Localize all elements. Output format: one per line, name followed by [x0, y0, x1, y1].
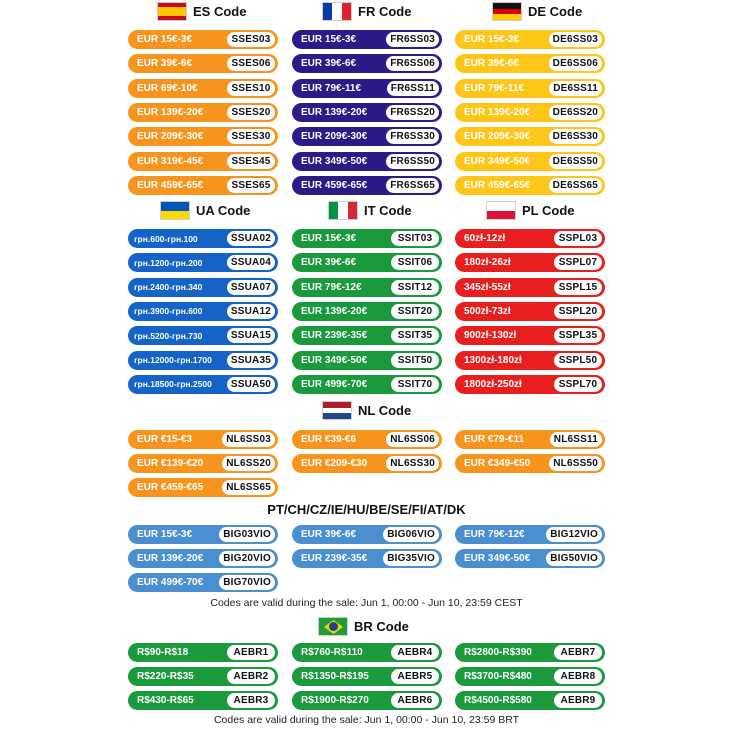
- it-coupon-pill[interactable]: [292, 326, 442, 345]
- it-header: [328, 201, 412, 220]
- coupon-discount-label: EUR €209-€30: [301, 458, 368, 469]
- coupon-discount-label: EUR 239€-35€: [301, 553, 368, 564]
- coupon-code[interactable]: SSES03: [227, 32, 275, 47]
- coupon-code[interactable]: BIG12VIO: [546, 527, 602, 542]
- germany-flag-icon: [492, 2, 522, 21]
- coupon-code[interactable]: SSPL20: [554, 304, 602, 319]
- coupon-discount-label: R$760-R$110: [301, 647, 363, 658]
- coupon-discount-label: EUR €139-€20: [137, 458, 204, 469]
- coupon-code[interactable]: SSIT50: [391, 353, 439, 368]
- coupon-discount-label: 60zł-12zł: [464, 233, 506, 244]
- coupon-discount-label: 500zł-73zł: [464, 305, 511, 317]
- coupon-discount-label: 345zł-55zł: [464, 281, 511, 293]
- nl-coupon-pill[interactable]: [128, 478, 278, 497]
- coupon-discount-label: EUR 139€-20€: [301, 305, 368, 317]
- ua-coupon-pill[interactable]: [128, 302, 278, 321]
- coupon-code[interactable]: AEBR4: [391, 645, 439, 660]
- fr-coupon-pill[interactable]: [292, 54, 442, 73]
- coupon-discount-label: EUR 349€-50€: [301, 155, 368, 167]
- coupon-code[interactable]: SSPL50: [554, 353, 602, 368]
- france-flag-icon: [322, 2, 352, 21]
- coupon-discount-label: EUR €15-€3: [137, 434, 193, 445]
- es-coupon-pill[interactable]: [128, 152, 278, 171]
- nl-coupon-pill[interactable]: [292, 430, 442, 449]
- coupon-discount-label: EUR 15€-3€: [137, 34, 193, 45]
- it-coupon-pill[interactable]: [292, 375, 442, 394]
- coupon-discount-label: грн.3900-грн.600: [134, 306, 203, 317]
- de-coupon-pill[interactable]: [455, 127, 605, 146]
- coupon-discount-label: EUR €79-€11: [464, 434, 525, 445]
- spain-flag-icon: [157, 2, 187, 21]
- coupon-code[interactable]: AEBR3: [227, 693, 275, 708]
- coupon-discount-label: EUR 499€-70€: [301, 378, 368, 390]
- ua-coupon-pill[interactable]: [128, 375, 278, 394]
- coupon-discount-label: EUR 139€-20€: [301, 106, 368, 118]
- fr-coupon-pill[interactable]: [292, 152, 442, 171]
- br-coupon-pill[interactable]: [128, 667, 278, 686]
- coupon-discount-label: грн.5200-грн.730: [134, 330, 203, 341]
- nl-coupon-pill[interactable]: [128, 454, 278, 473]
- coupon-code[interactable]: FR6SS06: [386, 56, 439, 71]
- coupon-discount-label: EUR €39-€6: [301, 434, 357, 445]
- coupon-discount-label: грн.1200-грн.200: [134, 257, 203, 268]
- coupon-discount-label: грн.18500-грн.2500: [134, 379, 212, 390]
- coupon-code[interactable]: AEBR1: [227, 645, 275, 660]
- multi-validity-note: Codes are valid during the sale: Jun 1, 00:00 - Jun 10, 23:59 CEST: [210, 597, 523, 609]
- es-coupon-pill[interactable]: [128, 30, 278, 49]
- coupon-discount-label: EUR 39€-6€: [301, 529, 357, 540]
- nl-coupon-pill[interactable]: [128, 430, 278, 449]
- coupon-code[interactable]: SSES06: [227, 56, 275, 71]
- multi-coupon-pill[interactable]: [128, 549, 278, 568]
- pl-title: PL Code: [522, 203, 575, 218]
- coupon-discount-label: EUR 349€-50€: [301, 354, 368, 366]
- coupon-code[interactable]: BIG50VIO: [546, 551, 602, 566]
- coupon-code[interactable]: AEBR2: [227, 669, 275, 684]
- coupon-code[interactable]: DE6SS11: [549, 81, 602, 96]
- coupon-discount-label: R$2800-R$390: [464, 647, 532, 658]
- coupon-code[interactable]: SSIT03: [391, 231, 439, 246]
- ua-header: [160, 201, 250, 220]
- coupon-discount-label: EUR 39€-6€: [301, 257, 357, 269]
- coupon-discount-label: R$1350-R$195: [301, 671, 369, 682]
- coupon-code[interactable]: BIG35VIO: [383, 551, 439, 566]
- ua-coupon-pill[interactable]: [128, 253, 278, 272]
- coupon-discount-label: EUR 39€-6€: [301, 58, 357, 70]
- coupon-discount-label: EUR 39€-6€: [137, 58, 193, 70]
- coupon-discount-label: грн.12000-грн.1700: [134, 355, 212, 365]
- coupon-discount-label: EUR 15€-3€: [137, 529, 193, 540]
- coupon-code[interactable]: BIG20VIO: [219, 551, 275, 566]
- coupon-code[interactable]: SSPL70: [554, 377, 602, 392]
- coupon-discount-label: грн.600-грн.100: [134, 233, 198, 244]
- coupon-discount-label: EUR €459-€65: [137, 482, 204, 493]
- coupon-code[interactable]: BIG70VIO: [219, 575, 275, 590]
- coupon-code[interactable]: SSPL03: [554, 231, 602, 246]
- de-coupon-pill[interactable]: [455, 103, 605, 122]
- br-coupon-pill[interactable]: [292, 667, 442, 686]
- es-coupon-pill[interactable]: [128, 54, 278, 73]
- pl-coupon-pill[interactable]: [455, 375, 605, 394]
- br-coupon-pill[interactable]: [455, 643, 605, 662]
- br-coupon-pill[interactable]: [128, 643, 278, 662]
- coupon-code[interactable]: DE6SS20: [549, 105, 602, 120]
- coupon-code[interactable]: BIG06VIO: [383, 527, 439, 542]
- pl-coupon-pill[interactable]: [455, 253, 605, 272]
- coupon-code[interactable]: SSIT35: [391, 328, 439, 343]
- it-coupon-pill[interactable]: [292, 278, 442, 297]
- coupon-discount-label: EUR 15€-3€: [301, 233, 357, 244]
- coupon-code[interactable]: SSUA12: [227, 304, 275, 319]
- coupon-code[interactable]: SSES65: [227, 178, 275, 193]
- coupon-discount-label: 1300zł-180zł: [464, 354, 522, 366]
- coupon-code[interactable]: SSUA04: [227, 255, 275, 270]
- it-coupon-pill[interactable]: [292, 351, 442, 370]
- coupon-discount-label: EUR 459€-65€: [464, 179, 531, 191]
- nl-coupon-pill[interactable]: [455, 430, 605, 449]
- coupon-discount-label: грн.2400-грн.340: [134, 282, 203, 293]
- coupon-code[interactable]: SSIT70: [391, 377, 439, 392]
- coupon-discount-label: 180zł-26zł: [464, 257, 511, 269]
- br-coupon-pill[interactable]: [128, 691, 278, 710]
- coupon-discount-label: EUR 319€-45€: [137, 155, 204, 167]
- coupon-code[interactable]: SSUA02: [227, 231, 275, 246]
- coupon-code[interactable]: FR6SS65: [386, 178, 439, 193]
- de-coupon-pill[interactable]: [455, 152, 605, 171]
- fr-coupon-pill[interactable]: [292, 103, 442, 122]
- pl-coupon-pill[interactable]: [455, 229, 605, 248]
- multi-country-title: PT/CH/CZ/IE/HU/BE/SE/FI/AT/DK: [267, 502, 466, 517]
- coupon-code[interactable]: DE6SS03: [549, 32, 602, 47]
- multi-coupon-pill[interactable]: [128, 525, 278, 544]
- fr-header: [322, 2, 411, 21]
- coupon-discount-label: EUR 349€-50€: [464, 553, 531, 564]
- multi-coupon-pill[interactable]: [292, 549, 442, 568]
- coupon-discount-label: EUR 139€-20€: [137, 553, 204, 564]
- br-coupon-pill[interactable]: [292, 691, 442, 710]
- es-coupon-pill[interactable]: [128, 79, 278, 98]
- it-coupon-pill[interactable]: [292, 302, 442, 321]
- fr-coupon-pill[interactable]: [292, 176, 442, 195]
- multi-coupon-pill[interactable]: [128, 573, 278, 592]
- it-title: IT Code: [364, 203, 412, 218]
- coupon-code[interactable]: DE6SS06: [549, 56, 602, 71]
- coupon-code[interactable]: SSES30: [227, 129, 275, 144]
- coupon-code[interactable]: SSUA35: [227, 353, 275, 368]
- pl-coupon-pill[interactable]: [455, 351, 605, 370]
- coupon-discount-label: EUR 209€-30€: [301, 131, 368, 143]
- nl-title: NL Code: [358, 403, 412, 418]
- br-header: [318, 617, 409, 636]
- poland-flag-icon: [486, 201, 516, 220]
- ua-coupon-pill[interactable]: [128, 351, 278, 370]
- coupon-code[interactable]: FR6SS20: [386, 105, 439, 120]
- coupon-code[interactable]: AEBR9: [554, 693, 602, 708]
- de-coupon-pill[interactable]: [455, 79, 605, 98]
- coupon-discount-label: EUR 139€-20€: [464, 106, 531, 118]
- coupon-code[interactable]: AEBR8: [554, 669, 602, 684]
- fr-coupon-pill[interactable]: [292, 127, 442, 146]
- coupon-code[interactable]: NL6SS50: [549, 456, 602, 471]
- es-coupon-pill[interactable]: [128, 176, 278, 195]
- coupon-code[interactable]: SSUA07: [227, 280, 275, 295]
- coupon-discount-label: EUR 15€-3€: [464, 34, 520, 45]
- coupon-discount-label: EUR 79€-11€: [464, 82, 525, 94]
- coupon-code[interactable]: DE6SS30: [549, 129, 602, 144]
- de-header: [492, 2, 582, 21]
- coupon-discount-label: EUR 209€-30€: [137, 131, 204, 143]
- coupon-discount-label: EUR 15€-3€: [301, 34, 357, 45]
- coupon-code[interactable]: BIG03VIO: [219, 527, 275, 542]
- coupon-discount-label: EUR 499€-70€: [137, 577, 204, 588]
- coupon-code[interactable]: AEBR6: [391, 693, 439, 708]
- coupon-discount-label: R$3700-R$480: [464, 671, 532, 682]
- de-title: DE Code: [528, 4, 583, 19]
- es-title: ES Code: [193, 4, 247, 19]
- netherlands-flag-icon: [322, 401, 352, 420]
- coupon-code[interactable]: SSIT20: [391, 304, 439, 319]
- coupon-code[interactable]: SSPL15: [554, 280, 602, 295]
- de-coupon-pill[interactable]: [455, 176, 605, 195]
- de-coupon-pill[interactable]: [455, 54, 605, 73]
- coupon-discount-label: R$220-R$35: [137, 671, 194, 682]
- nl-coupon-pill[interactable]: [455, 454, 605, 473]
- nl-header: [322, 401, 411, 420]
- br-title: BR Code: [354, 619, 409, 634]
- coupon-code[interactable]: NL6SS65: [222, 480, 275, 495]
- coupon-code[interactable]: SSIT12: [391, 280, 439, 295]
- ua-coupon-pill[interactable]: [128, 278, 278, 297]
- coupon-code[interactable]: NL6SS03: [222, 432, 275, 447]
- coupon-discount-label: EUR 459€-65€: [137, 179, 204, 191]
- fr-coupon-pill[interactable]: [292, 30, 442, 49]
- coupon-code[interactable]: SSIT06: [391, 255, 439, 270]
- it-coupon-pill[interactable]: [292, 229, 442, 248]
- coupon-code[interactable]: FR6SS03: [386, 32, 439, 47]
- de-coupon-pill[interactable]: [455, 30, 605, 49]
- es-header: [157, 2, 246, 21]
- coupon-discount-label: EUR 349€-50€: [464, 155, 531, 167]
- coupon-code[interactable]: NL6SS11: [550, 432, 602, 447]
- ua-coupon-pill[interactable]: [128, 229, 278, 248]
- coupon-code[interactable]: SSUA15: [227, 328, 275, 343]
- coupon-discount-label: EUR 209€-30€: [464, 131, 531, 143]
- coupon-code[interactable]: AEBR7: [554, 645, 602, 660]
- coupon-code[interactable]: FR6SS30: [386, 129, 439, 144]
- coupon-code[interactable]: DE6SS65: [549, 178, 602, 193]
- br-coupon-pill[interactable]: [455, 691, 605, 710]
- ua-coupon-pill[interactable]: [128, 326, 278, 345]
- coupon-discount-label: EUR 39€-6€: [464, 58, 520, 70]
- pl-coupon-pill[interactable]: [455, 278, 605, 297]
- coupon-code[interactable]: AEBR5: [391, 669, 439, 684]
- coupon-code[interactable]: SSPL07: [554, 255, 602, 270]
- coupon-code[interactable]: NL6SS06: [386, 432, 439, 447]
- coupon-discount-label: EUR 459€-65€: [301, 179, 368, 191]
- coupon-discount-label: EUR 69€-10€: [137, 82, 198, 94]
- coupon-code[interactable]: NL6SS20: [222, 456, 275, 471]
- coupon-code[interactable]: SSES20: [227, 105, 275, 120]
- es-coupon-pill[interactable]: [128, 127, 278, 146]
- coupon-discount-label: EUR 79€-11€: [301, 82, 362, 94]
- coupon-code[interactable]: SSUA50: [227, 377, 275, 392]
- coupon-discount-label: R$90-R$18: [137, 647, 189, 658]
- fr-coupon-pill[interactable]: [292, 79, 442, 98]
- coupon-discount-label: EUR 79€-12€: [301, 281, 362, 293]
- pl-coupon-pill[interactable]: [455, 302, 605, 321]
- nl-coupon-pill[interactable]: [292, 454, 442, 473]
- coupon-code[interactable]: NL6SS30: [386, 456, 439, 471]
- coupon-discount-label: R$4500-R$580: [464, 695, 532, 706]
- coupon-code[interactable]: DE6SS50: [549, 154, 602, 169]
- multi-coupon-pill[interactable]: [455, 549, 605, 568]
- coupon-discount-label: EUR €349-€50: [464, 458, 531, 469]
- br-coupon-pill[interactable]: [292, 643, 442, 662]
- multi-coupon-pill[interactable]: [455, 525, 605, 544]
- ua-title: UA Code: [196, 203, 251, 218]
- br-coupon-pill[interactable]: [455, 667, 605, 686]
- multi-coupon-pill[interactable]: [292, 525, 442, 544]
- coupon-code[interactable]: SSES45: [227, 154, 275, 169]
- it-coupon-pill[interactable]: [292, 253, 442, 272]
- pl-coupon-pill[interactable]: [455, 326, 605, 345]
- coupon-discount-label: 900zł-130zł: [464, 330, 517, 342]
- pl-header: [486, 201, 575, 220]
- coupon-discount-label: EUR 79€-12€: [464, 529, 525, 540]
- italy-flag-icon: [328, 201, 358, 220]
- ukraine-flag-icon: [160, 201, 190, 220]
- coupon-discount-label: R$1900-R$270: [301, 695, 369, 706]
- br-validity-note: Codes are valid during the sale: Jun 1, 00:00 - Jun 10, 23:59 BRT: [213, 714, 520, 726]
- coupon-code[interactable]: FR6SS50: [386, 154, 439, 169]
- fr-title: FR Code: [358, 4, 412, 19]
- coupon-code[interactable]: FR6SS11: [387, 81, 439, 96]
- coupon-code[interactable]: SSES10: [227, 81, 275, 96]
- coupon-code[interactable]: SSPL35: [554, 328, 602, 343]
- coupon-discount-label: 1800zł-250zł: [464, 378, 522, 390]
- es-coupon-pill[interactable]: [128, 103, 278, 122]
- coupon-discount-label: R$430-R$65: [137, 695, 194, 706]
- brazil-flag-icon: [318, 617, 348, 636]
- coupon-discount-label: EUR 139€-20€: [137, 106, 204, 118]
- coupon-discount-label: EUR 239€-35€: [301, 330, 368, 342]
